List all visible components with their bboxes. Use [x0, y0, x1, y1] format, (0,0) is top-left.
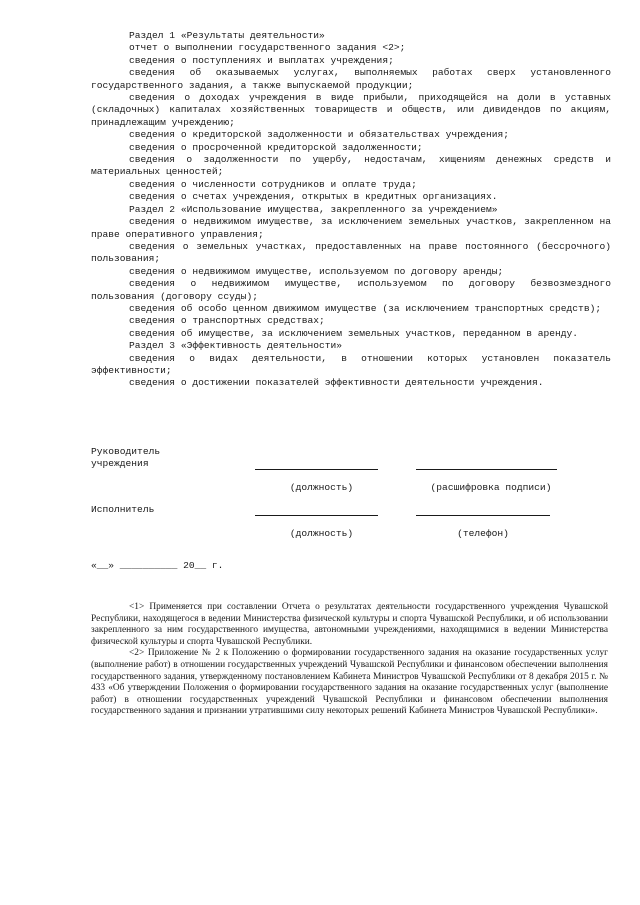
footnote-2: <2> Приложение № 2 к Положению о формировании государственного задания на оказание государственных услуг (выполнение работ) в отношении государственных учреждений Чувашской Республики и финансовом обеспечении выполнения государственного задания, утвержденному постановлением Кабинета Министров Чувашской Республики от 8 декабря 2015 г. № 433 «Об утверждении Положения о формировании государственного задания на оказание государственных услуг (выполнение работ) в отношении государственных учреждений Чувашской Республики и финансовом обеспечении выполнения государственного задания и признании утратившими силу некоторых решений Кабинета Министров Чувашской Республики».	[91, 648, 608, 717]
footnotes	[91, 602, 608, 718]
list-item: сведения о транспортных средствах;	[129, 315, 325, 327]
list-item: сведения о просроченной кредиторской задолженности;	[129, 141, 423, 153]
date-line: «__» __________ 20__ г.	[91, 560, 224, 571]
executor-phone-line[interactable]	[416, 515, 550, 516]
list-item: сведения об особо ценном движимом имуществе (за исключением транспортных средств);	[129, 302, 602, 314]
head-signature-line[interactable]	[416, 469, 557, 470]
decoding-caption: (расшифровка подписи)	[430, 482, 552, 493]
executor-position-line[interactable]	[255, 515, 378, 516]
list-item: сведения о недвижимом имуществе, используемом по договору безвозмездного пользования (договору ссуды);	[91, 278, 611, 302]
list-item: отчет о выполнении государственного задания <2>;	[129, 42, 406, 54]
list-item: сведения о задолженности по ущербу, недостачам, хищениям денежных средств и материальных ценностей;	[91, 154, 611, 178]
position-caption-2: (должность)	[289, 528, 354, 539]
head-label-cont: учреждения	[91, 458, 149, 469]
position-caption: (должность)	[289, 482, 354, 493]
list-item: сведения о численности сотрудников и оплате труда;	[129, 178, 417, 190]
footnote-1: <1> Применяется при составлении Отчета о результатах деятельности государственного учреждения Чувашской Республики, находящегося в ведении Министерства физической культуры и спорта Чувашской Республики, и об использовании закрепленного за ним государственного имущества, автономными учреждениями, находящимися в ведении Министерства физической культуры и спорта Чувашской Республики.	[91, 602, 608, 647]
phone-caption: (телефон)	[457, 528, 509, 539]
report-contents	[91, 30, 611, 390]
list-item: сведения о недвижимом имуществе, за исключением земельных участков, закрепленном на праве оперативного управления;	[91, 216, 611, 240]
list-item: сведения об имуществе, за исключением земельных участков, переданном в аренду.	[129, 327, 579, 339]
head-position-line[interactable]	[255, 469, 378, 470]
executor-label: Исполнитель	[91, 504, 155, 515]
list-item: сведения о счетах учреждения, открытых в кредитных организациях.	[129, 191, 498, 203]
section-2-heading: Раздел 2 «Использование имущества, закрепленного за учреждением»	[129, 203, 498, 215]
list-item: сведения о недвижимом имуществе, используемом по договору аренды;	[129, 265, 504, 277]
list-item: сведения о поступлениях и выплатах учреждения;	[129, 54, 394, 66]
list-item: сведения о доходах учреждения в виде прибыли, приходящейся на доли в уставных (складочных) капиталах хозяйственных товариществ и обществ, или дивидендов по акциям, принадлежащим учреждению;	[91, 92, 611, 128]
list-item: сведения о видах деятельности, в отношении которых установлен показатель эффективности;	[91, 352, 611, 376]
list-item: сведения об оказываемых услугах, выполняемых работах сверх установленного государственного задания, а также выпускаемой продукции;	[91, 67, 611, 91]
head-label: Руководитель	[91, 446, 161, 457]
list-item: сведения о земельных участках, предоставленных на праве постоянного (бессрочного) пользования;	[91, 240, 611, 265]
section-1-heading: Раздел 1 «Результаты деятельности»	[129, 30, 325, 41]
list-item: сведения о достижении показателей эффективности деятельности учреждения.	[129, 377, 544, 389]
list-item: сведения о кредиторской задолженности и обязательствах учреждения;	[129, 129, 509, 141]
section-3-heading: Раздел 3 «Эффективность деятельности»	[129, 340, 343, 352]
